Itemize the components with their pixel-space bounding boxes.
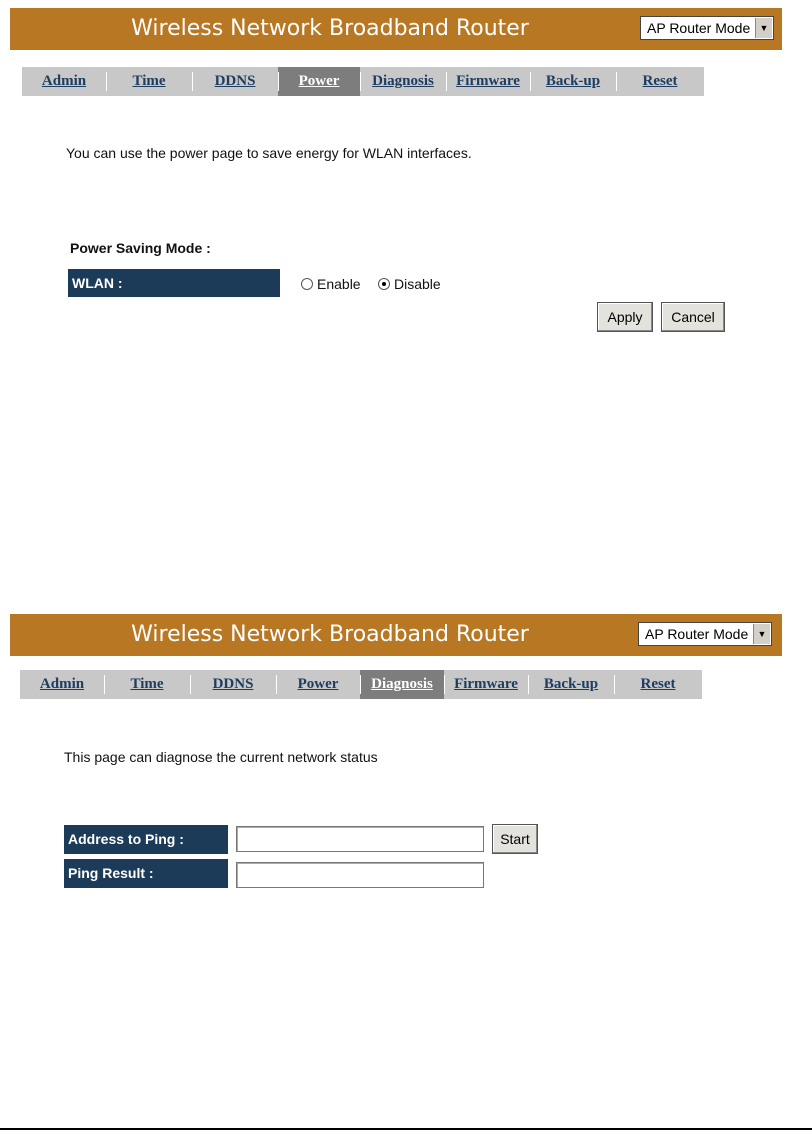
radio-disable[interactable] (378, 278, 390, 290)
dropdown-arrow-icon: ▼ (753, 624, 770, 644)
page-description: This page can diagnose the current network status (64, 749, 378, 765)
nav-bar (20, 670, 702, 699)
page-bottom-rule (0, 1128, 812, 1130)
nav-tab-power[interactable]: Power (276, 670, 360, 699)
power-page-screenshot (0, 0, 812, 560)
nav-tab-reset[interactable]: Reset (614, 670, 702, 699)
nav-tab-power[interactable]: Power (278, 67, 360, 96)
radio-enable-option[interactable] (301, 276, 361, 292)
apply-button[interactable]: Apply (597, 302, 653, 332)
router-title: Wireless Network Broadband Router (131, 16, 529, 41)
nav-tab-time[interactable]: Time (104, 670, 190, 699)
nav-tab-reset[interactable]: Reset (616, 67, 704, 96)
cancel-button[interactable]: Cancel (661, 302, 725, 332)
section-title: Power Saving Mode : (70, 240, 211, 256)
header-bar (10, 8, 782, 50)
address-to-ping-label: Address to Ping : (64, 825, 228, 854)
nav-tab-admin[interactable]: Admin (39, 676, 85, 692)
router-mode-select[interactable] (638, 622, 772, 646)
nav-tab-ddns[interactable]: DDNS (192, 67, 278, 96)
router-mode-value: AP Router Mode (647, 20, 751, 36)
ping-result-output[interactable] (236, 862, 484, 888)
nav-tab-time[interactable]: Time (106, 67, 192, 96)
address-to-ping-input[interactable] (236, 826, 484, 852)
nav-tab-back-up[interactable]: Back-up (528, 670, 614, 699)
start-button[interactable]: Start (492, 824, 538, 854)
diagnosis-page-screenshot (0, 608, 812, 1078)
nav-tab-firmware[interactable]: Firmware (444, 670, 528, 699)
radio-enable-label: Enable (317, 276, 361, 292)
nav-tab-diagnosis[interactable]: Diagnosis (360, 670, 444, 699)
nav-tab-back-up[interactable]: Back-up (530, 67, 616, 96)
wlan-label: WLAN : (68, 269, 280, 297)
dropdown-arrow-icon: ▼ (755, 18, 772, 38)
nav-tab-ddns[interactable]: DDNS (190, 670, 276, 699)
header-bar (10, 614, 782, 656)
router-mode-value: AP Router Mode (645, 626, 749, 642)
radio-disable-label: Disable (394, 276, 441, 292)
router-mode-select[interactable] (640, 16, 774, 40)
page-description: You can use the power page to save energy for WLAN interfaces. (66, 145, 472, 161)
nav-bar (22, 67, 704, 96)
nav-tab-diagnosis[interactable]: Diagnosis (360, 67, 446, 96)
radio-disable-option[interactable] (378, 276, 441, 292)
nav-tab-admin[interactable]: Admin (41, 73, 87, 89)
ping-result-label: Ping Result : (64, 859, 228, 888)
router-title: Wireless Network Broadband Router (131, 622, 529, 647)
radio-enable[interactable] (301, 278, 313, 290)
nav-tab-firmware[interactable]: Firmware (446, 67, 530, 96)
